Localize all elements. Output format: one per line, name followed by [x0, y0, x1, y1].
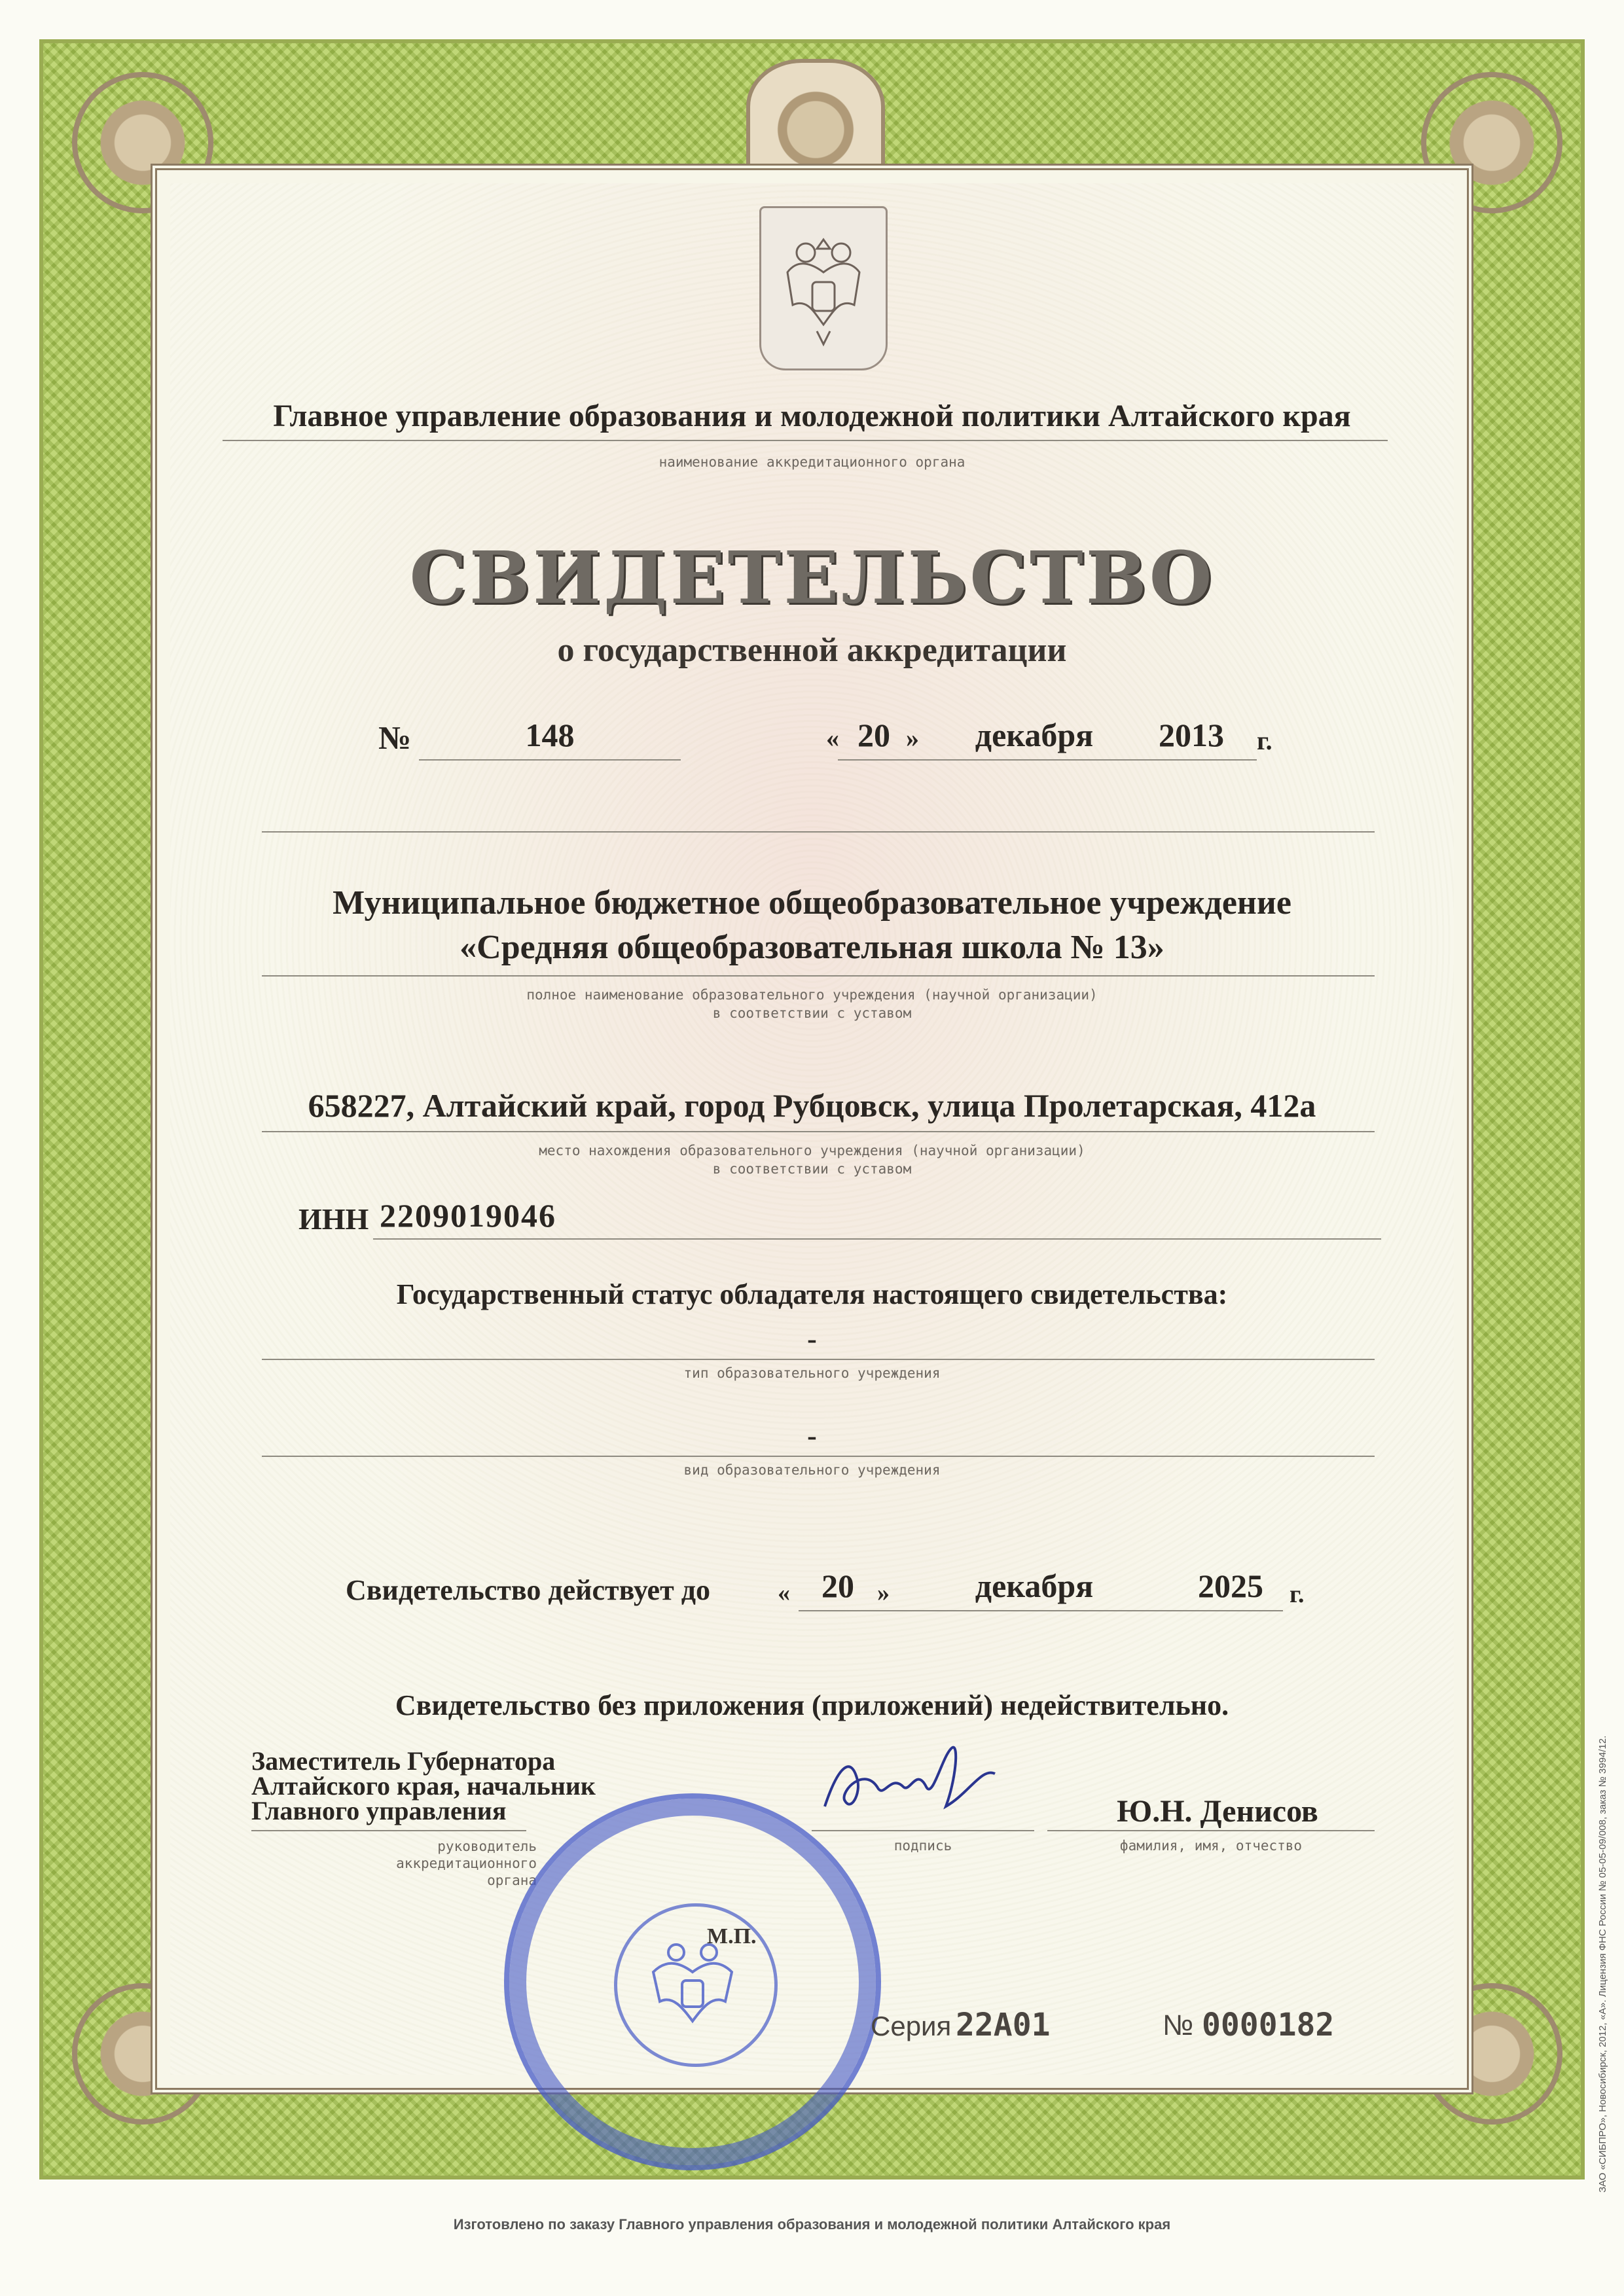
printer-side-note: ЗАО «СИБПРО», Новосибирск, 2012, «А». Лицензия ФНС России № 05-05-09/008, заказ № 3994/12.	[1597, 1735, 1608, 2193]
institution-address: 658227, Алтайский край, город Рубцовск, улица Пролетарская, 412а	[308, 1087, 1316, 1124]
official-stamp	[504, 1793, 881, 2170]
signature-hint: подпись	[893, 1838, 952, 1854]
reg-date-open-quote: «	[826, 723, 839, 753]
certificate-subtitle: о государственной аккредитации	[557, 632, 1067, 669]
institution-type-value: -	[807, 1323, 817, 1355]
inn-label: ИНН	[298, 1202, 369, 1236]
handwritten-signature	[812, 1728, 1008, 1833]
address-hint1: место нахождения образовательного учреждения (научной организации)	[539, 1143, 1085, 1158]
signatory-position-line2: Алтайского края, начальник	[251, 1771, 596, 1801]
reg-number: 148	[525, 717, 575, 753]
form-number: 0000182	[1202, 2007, 1335, 2043]
signatory-hint	[367, 1838, 537, 1889]
institution-hint2: в соответствии с уставом	[712, 1005, 912, 1021]
signatory-name-hint: фамилия, имя, отчество	[1119, 1838, 1303, 1854]
signatory-name-underline	[1047, 1830, 1375, 1831]
coat-of-arms-icon	[759, 206, 888, 370]
valid-open-quote: «	[778, 1579, 790, 1607]
inn-value: 2209019046	[380, 1197, 556, 1234]
valid-until-year: 2025	[1198, 1568, 1263, 1604]
inn-underline	[373, 1238, 1381, 1240]
address-underline	[262, 1131, 1375, 1132]
institution-hint1: полное наименование образовательного учреждения (научной организации)	[526, 987, 1098, 1003]
reg-date-year: 2013	[1159, 717, 1224, 753]
institution-kind-hint: вид образовательного учреждения	[683, 1462, 941, 1478]
blank-line	[262, 831, 1375, 833]
series-label: Серия	[871, 2011, 952, 2041]
validity-notice: Свидетельство без приложения (приложений) недействительно.	[395, 1689, 1229, 1721]
signatory-hint-line1: руководитель	[437, 1839, 537, 1854]
authority-name: Главное управление образования и молодежной политики Алтайского края	[273, 399, 1351, 433]
series-value: 22А01	[956, 2007, 1051, 2043]
reg-number-label: №	[378, 719, 412, 756]
status-heading: Государственный статус обладателя настоящего свидетельства:	[396, 1278, 1228, 1310]
reg-date-day: 20	[857, 717, 890, 753]
form-number-label: №	[1163, 2009, 1194, 2041]
reg-date-year-suffix: г.	[1257, 726, 1272, 755]
institution-name-line2: «Средняя общеобразовательная школа № 13»	[460, 929, 1164, 966]
institution-type-underline	[262, 1359, 1375, 1360]
seal-place-label: М.П.	[707, 1924, 757, 1948]
printer-footer: Изготовлено по заказу Главного управления образования и молодежной политики Алтайского края	[453, 2216, 1171, 2233]
signatory-position-underline	[251, 1830, 526, 1831]
valid-until-underline	[799, 1610, 1283, 1611]
address-hint2: в соответствии с уставом	[712, 1161, 912, 1177]
authority-underline	[223, 440, 1388, 441]
institution-kind-underline	[262, 1456, 1375, 1457]
reg-date-close-quote: »	[906, 723, 919, 753]
valid-until-month: декабря	[975, 1568, 1094, 1604]
institution-name-line1: Муниципальное бюджетное общеобразовательное учреждение	[333, 884, 1291, 922]
signatory-hint-line2: аккредитационного	[396, 1856, 537, 1871]
signatory-position-line3: Главного управления	[251, 1796, 507, 1825]
certificate-title: СВИДЕТЕЛЬСТВО	[409, 535, 1215, 620]
valid-until-day: 20	[821, 1568, 854, 1604]
signatory-position	[251, 1746, 596, 1825]
authority-hint: наименование аккредитационного органа	[659, 454, 965, 470]
institution-underline	[262, 975, 1375, 977]
institution-kind-value: -	[807, 1420, 817, 1452]
signatory-position-line1: Заместитель Губернатора	[251, 1746, 556, 1776]
signatory-hint-line3: органа	[487, 1873, 537, 1888]
reg-date-underline	[838, 759, 1257, 761]
institution-type-hint: тип образовательного учреждения	[683, 1365, 941, 1381]
top-medallion-ornament	[746, 59, 885, 178]
reg-number-underline	[419, 759, 681, 761]
reg-date-month: декабря	[975, 717, 1094, 753]
valid-close-quote: »	[877, 1579, 890, 1607]
signatory-name: Ю.Н. Денисов	[1117, 1794, 1318, 1829]
valid-year-suffix: г.	[1290, 1581, 1305, 1608]
signature-underline	[812, 1830, 1034, 1831]
valid-until-label: Свидетельство действует до	[346, 1574, 710, 1606]
